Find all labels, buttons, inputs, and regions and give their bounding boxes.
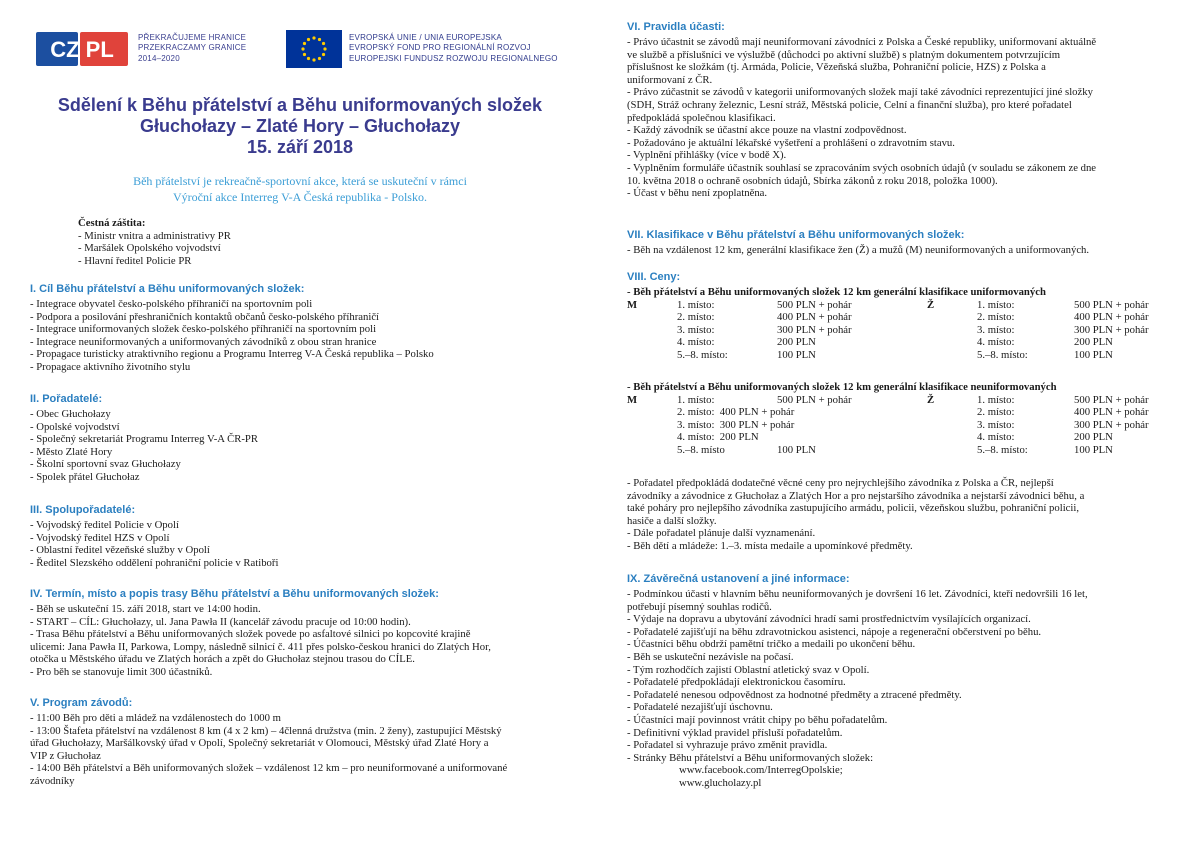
list-item: závodníky bbox=[30, 774, 75, 787]
list-item: - Tým rozhodčích zajistí Oblastní atletický svaz v Opolí. bbox=[627, 663, 870, 676]
list-item: (SDH, Stráž ochrany železnic, Lesní stráž, Městská policie, Celní a finanční služba), pro které pořadatel bbox=[627, 98, 1072, 111]
czpl-line: 2014–2020 bbox=[138, 53, 180, 63]
list-item: - Integrace uniformovaných složek česko-polského příhraničí na sportovním poli bbox=[30, 323, 377, 336]
eu-star bbox=[322, 53, 325, 56]
prize-value: 200 PLN bbox=[777, 336, 816, 349]
section-title: I. Cíl Běhu přátelství a Běhu uniformovaných složek: bbox=[30, 283, 305, 295]
eu-line: EVROPSKÁ UNIE / UNIA EUROPEJSKA bbox=[349, 33, 502, 42]
prize-value: 300 PLN + pohár bbox=[777, 323, 852, 336]
prize-value: 300 PLN + pohár bbox=[1074, 418, 1149, 431]
title-date: 15. září 2018 bbox=[246, 137, 354, 157]
section-title: VI. Pravidla účasti: bbox=[627, 21, 725, 33]
eu-star bbox=[307, 38, 310, 41]
place-label: 5.–8. místo: bbox=[977, 443, 1028, 456]
list-item: - Dále pořadatel plánuje další vyznamenání. bbox=[627, 527, 816, 540]
list-item: ulicemi: Jana Pawła II, Parkowa, Lompy, následně silnicí č. 411 přes polsko-českou hranici do Zlatých Hor, bbox=[30, 640, 491, 653]
list-item: otočka u Městského úřadu ve Zlatých horách a zpět do Głuchołaz stejnou trasou do CÍLE. bbox=[30, 653, 415, 666]
list-item: - Běh na vzdálenost 12 km, generální klasifikace žen (Ž) a mužů (M) neuniformovaných a uniformovaných. bbox=[627, 244, 1090, 256]
czpl-logo-text: CZ PL bbox=[50, 37, 114, 62]
section-title: VII. Klasifikace v Běhu přátelství a Běhu uniformovaných složek: bbox=[627, 229, 965, 241]
place-label: 5.–8. místo: bbox=[677, 348, 728, 361]
list-item: předpokládá společnou klasifikaci. bbox=[627, 111, 776, 124]
list-item: - Účastníci běhu obdrží pamětní tričko a medaili po ukončení běhu. bbox=[627, 638, 916, 651]
eu-flag-background bbox=[286, 30, 342, 68]
place-label: 4. místo: bbox=[977, 431, 1015, 444]
patronage-item: - Hlavní ředitel Policie PR bbox=[78, 254, 192, 267]
list-item: - Trasa Běhu přátelství a Běhu uniformovaných složek povede po asfaltové silnici po kopcovité krajině bbox=[30, 628, 471, 641]
list-item: - Společný sekretariát Programu Interreg V-A ČR-PR bbox=[30, 433, 258, 446]
prize-value: 500 PLN + pohár bbox=[777, 298, 852, 311]
list-item: - Školní sportovní svaz Głuchołazy bbox=[30, 458, 181, 471]
women-label: Ž bbox=[927, 393, 935, 406]
section-final-provisions bbox=[627, 573, 1088, 790]
place-label: 2. místo: 400 PLN + pohár bbox=[677, 406, 795, 419]
prize-value: 300 PLN + pohár bbox=[1074, 323, 1149, 336]
place-label: 4. místo: 200 PLN bbox=[677, 431, 759, 444]
section-title: IX. Závěrečná ustanovení a jiné informace: bbox=[627, 573, 850, 585]
website-link[interactable]: www.facebook.com/InterregOpolskie; bbox=[679, 764, 843, 777]
place-label: 3. místo: bbox=[977, 323, 1015, 336]
section-title: VIII. Ceny: bbox=[627, 271, 681, 283]
prize-table-heading-uniformed: - Běh přátelství a Běhu uniformovaných složek 12 km generální klasifikace uniformovaných bbox=[627, 286, 1046, 298]
prize-table-heading-nonuniformed: - Běh přátelství a Běhu uniformovaných složek 12 km generální klasifikace neuniformovaných bbox=[627, 381, 1057, 393]
list-item: - Spolek přátel Głuchołaz bbox=[30, 470, 140, 483]
list-item: VIP z Głuchołaz bbox=[30, 749, 101, 762]
list-item: - Pro běh se stanovuje limit 300 účastníků. bbox=[30, 665, 213, 678]
prize-value: 500 PLN + pohár bbox=[777, 393, 852, 406]
list-item: - Pořadatelé nenesou odpovědnost za hodnotné předměty a ztracené předměty. bbox=[627, 688, 962, 701]
list-item: - Obec Głuchołazy bbox=[30, 408, 111, 420]
list-item: - Právo zúčastnit se závodů v kategorii uniformovaných složek mají také závodníci reprezentující jiné složky bbox=[627, 86, 1093, 99]
document-title bbox=[0, 95, 600, 158]
eu-star bbox=[323, 47, 326, 50]
list-item: - Propagace turisticky atraktivního regionu a Programu Interreg V-A Česká republika – Polsko bbox=[30, 348, 434, 361]
place-label: 2. místo: bbox=[677, 311, 715, 324]
section-title: V. Program závodů: bbox=[30, 697, 133, 709]
list-item: - Město Zlaté Hory bbox=[30, 445, 113, 458]
list-item: ve službě a příslušníci ve výslužbě (důchodci po aktivní službě) s platným dokumentem potvrzujícím bbox=[627, 48, 1061, 61]
list-item: - Integrace obyvatel česko-polského příhraničí na sportovním poli bbox=[30, 298, 313, 310]
section-prize-notes bbox=[627, 477, 1084, 553]
eu-star bbox=[301, 47, 304, 50]
czpl-logo bbox=[36, 32, 128, 66]
list-item: závodníky a závodnice z Głuchołaz a Zlatých Hor a pro nejstaršího závodníka a nejstarší závodnici běhu, a bbox=[627, 489, 1085, 502]
intro-line: Výroční akce Interreg V-A Česká republika - Polsko. bbox=[173, 190, 427, 204]
place-label: 2. místo: bbox=[977, 406, 1015, 419]
list-item: - 11:00 Běh pro děti a mládež na vzdálenostech do 1000 m bbox=[30, 712, 281, 724]
patronage-item: - Maršálek Opolského vojvodství bbox=[78, 242, 221, 255]
place-label: 4. místo: bbox=[677, 336, 715, 349]
list-item: - Účast v běhu není zpoplatněna. bbox=[627, 187, 768, 200]
eu-star bbox=[318, 38, 321, 41]
place-label: 3. místo: bbox=[977, 418, 1015, 431]
section-date-route bbox=[30, 588, 491, 679]
section-goals bbox=[30, 283, 434, 374]
section-title: III. Spolupořadatelé: bbox=[30, 504, 136, 516]
intro-line: Běh přátelství je rekreačně-sportovní akce, která se uskuteční v rámci bbox=[133, 174, 467, 188]
list-item: - Pořadatelé předpokládají elektronickou časomíru. bbox=[627, 676, 846, 689]
list-item: - START – CÍL: Głuchołazy, ul. Jana Pawła II (kancelář závodu pracuje od 10:00 hodin). bbox=[30, 615, 411, 628]
section-prizes-nonuniformed bbox=[627, 381, 1187, 457]
prize-value: 400 PLN + pohár bbox=[1074, 311, 1149, 324]
list-item: - 14:00 Běh přátelství a Běh uniformovaných složek – vzdálenost 12 km – pro neuniformované a uniformované bbox=[30, 762, 508, 775]
prize-value: 200 PLN bbox=[1074, 336, 1113, 349]
place-label: 3. místo: bbox=[677, 323, 715, 336]
prize-value: 500 PLN + pohár bbox=[1074, 393, 1149, 406]
patronage-item: - Ministr vnitra a administrativy PR bbox=[78, 229, 231, 242]
prize-value: 200 PLN bbox=[1074, 431, 1113, 444]
prize-value: 100 PLN bbox=[1074, 443, 1113, 456]
men-label: M bbox=[627, 393, 638, 406]
list-item: - Propagace aktivního životního stylu bbox=[30, 360, 191, 373]
list-item: - Pořadatelé nezajišťují úschovnu. bbox=[627, 701, 773, 714]
eu-line: EVROPSKÝ FOND PRO REGIONÁLNÍ ROZVOJ bbox=[349, 43, 531, 53]
list-item: - Oblastní ředitel vězeňské služby v Opolí bbox=[30, 544, 210, 557]
eu-star bbox=[312, 58, 315, 61]
list-item: - Běh se uskuteční 15. září 2018, start ve 14:00 hodin. bbox=[30, 603, 261, 615]
place-label: 5.–8. místo bbox=[677, 443, 725, 456]
eu-star bbox=[303, 53, 306, 56]
list-item: příslušnost ke složkám (tj. Armáda, Policie, Vězeňská služba, Pohraniční policie, HZS) z Polska a bbox=[627, 61, 1046, 74]
list-item: - Právo účastnit se závodů mají neuniformovaní závodníci z Polska a České republiky, uniformovaní aktuálně bbox=[627, 36, 1097, 48]
list-item: - Běh se uskuteční nezávisle na počasí. bbox=[627, 650, 794, 663]
list-item: - Pořadatel předpokládá dodatečné věcné ceny pro nejrychlejšího závodníka z Polska a ČR, nejlepší bbox=[627, 477, 1054, 489]
section-coorganizers bbox=[30, 504, 278, 569]
list-item: - Vyplnění přihlášky (více v bodě X). bbox=[627, 149, 787, 162]
list-item: - Vojvodský ředitel HZS v Opolí bbox=[30, 531, 170, 544]
list-item: - Integrace neuniformovaných a uniformovaných závodníků z obou stran hranice bbox=[30, 335, 377, 348]
list-item: - Ředitel Slezského oddělení pohraniční policie v Ratiboři bbox=[30, 556, 279, 569]
place-label: 4. místo: bbox=[977, 336, 1015, 349]
list-item: - Definitivní výklad pravidel přísluší pořadatelům. bbox=[627, 726, 843, 739]
section-title: IV. Termín, místo a popis trasy Běhu přátelství a Běhu uniformovaných složek: bbox=[30, 588, 439, 600]
prize-value: 100 PLN bbox=[777, 348, 816, 361]
list-item: - Podpora a posilování přeshraničních kontaktů občanů česko-polského příhraničí bbox=[30, 310, 380, 323]
logo-bar bbox=[36, 30, 576, 70]
list-item: - Pořadatelé zajišťují na běhu zdravotnickou asistenci, nápoje a regenerační občerstvení po běhu. bbox=[627, 625, 1042, 638]
place-label: 1. místo: bbox=[977, 298, 1015, 311]
place-label: 2. místo: bbox=[977, 311, 1015, 324]
patronage-heading: Čestná záštita: bbox=[78, 217, 146, 229]
list-item: - Každý závodník se účastní akce pouze na vlastní zodpovědnost. bbox=[627, 124, 907, 137]
eu-star bbox=[303, 42, 306, 45]
eu-star bbox=[322, 42, 325, 45]
prize-table-nonuniformed bbox=[627, 394, 1187, 457]
prize-value: 400 PLN + pohár bbox=[1074, 406, 1149, 419]
list-item: - Podmínkou účasti v hlavním běhu neuniformovaných je dovršení 16 let. Závodníci, kteří nedovršili 16 let, bbox=[627, 588, 1088, 600]
list-item: uniformovaní z ČR. bbox=[627, 73, 713, 86]
men-label: M bbox=[627, 298, 638, 311]
eu-fund-text bbox=[349, 33, 558, 64]
place-label: 5.–8. místo: bbox=[977, 348, 1028, 361]
list-item: - Opolské vojvodství bbox=[30, 420, 120, 433]
prize-table-uniformed bbox=[627, 299, 1187, 362]
section-organizers bbox=[30, 393, 258, 484]
eu-star bbox=[318, 57, 321, 60]
women-label: Ž bbox=[927, 298, 935, 311]
section-title: II. Pořadatelé: bbox=[30, 393, 103, 405]
eu-flag-icon bbox=[286, 30, 342, 68]
title-line: Sdělení k Běhu přátelství a Běhu uniformovaných složek bbox=[57, 95, 543, 115]
prize-value: 100 PLN bbox=[1074, 348, 1113, 361]
patronage-block bbox=[78, 217, 231, 267]
czpl-line: PRZEKRACZAMY GRANICE bbox=[138, 43, 247, 53]
list-item: - Stránky Běhu přátelství a Běhu uniformovaných složek: bbox=[627, 751, 874, 764]
list-item: také poháry pro nejlepšího závodníka zastupujícího armádu, policii, vězeňskou službu, pohraniční policii, bbox=[627, 502, 1080, 515]
list-item: úřad Głuchołazy, Maršálkovský úřad v Opolí, Společný sekretariát v Olomouci, Městský úřad Zlaté Hory a bbox=[30, 737, 489, 750]
list-item: - Účastníci mají povinnost vrátit chipy po běhu pořadatelům. bbox=[627, 713, 888, 726]
eu-line: EUROPEJSKI FUNDUSZ ROZWOJU REGIONALNEGO bbox=[349, 53, 558, 63]
list-item: - 13:00 Štafeta přátelství na vzdálenost 8 km (4 x 2 km) – 4členná družstva (min. 2 ženy), zastupující Městský bbox=[30, 724, 502, 737]
list-item: - Požadováno je aktuální lékařské vyšetření a prohlášení o zdravotním stavu. bbox=[627, 136, 955, 149]
list-item: hasiče a další složky. bbox=[627, 514, 717, 527]
title-line: Głuchołazy – Zlaté Hory – Głuchołazy bbox=[139, 116, 461, 136]
place-label: 1. místo: bbox=[677, 298, 715, 311]
place-label: 1. místo: bbox=[977, 393, 1015, 406]
czpl-line: PŘEKRAČUJEME HRANICE bbox=[138, 33, 247, 42]
eu-star bbox=[307, 57, 310, 60]
list-item: - Pořadatel si vyhrazuje právo změnit pravidla. bbox=[627, 739, 828, 752]
prize-value: 500 PLN + pohár bbox=[1074, 298, 1149, 311]
prize-value: 400 PLN + pohár bbox=[777, 311, 852, 324]
prize-value: 100 PLN bbox=[777, 443, 816, 456]
list-item: - Běh dětí a mládeže: 1.–3. místa medaile a upomínkové předměty. bbox=[627, 539, 913, 552]
section-prizes bbox=[627, 271, 1187, 362]
section-rules bbox=[627, 21, 1096, 200]
place-label: 1. místo: bbox=[677, 393, 715, 406]
list-item: potřebují písemný souhlas rodičů. bbox=[627, 600, 772, 613]
czpl-program-text bbox=[138, 33, 246, 64]
place-label: 3. místo: 300 PLN + pohár bbox=[677, 418, 795, 431]
list-item: - Vojvodský ředitel Policie v Opolí bbox=[30, 519, 179, 531]
section-classification bbox=[627, 229, 1089, 257]
website-link[interactable]: www.glucholazy.pl bbox=[679, 776, 762, 789]
list-item: - Vyplněním formuláře účastník souhlasí se zpracováním svých osobních údajů (v souladu se zákonem ze dne bbox=[627, 161, 1097, 174]
section-program bbox=[30, 697, 507, 788]
eu-star bbox=[312, 36, 315, 39]
intro-text bbox=[0, 173, 600, 205]
list-item: 10. května 2018 o ochraně osobních údajů, Sbírka zákonů z roku 2018, položka 1000). bbox=[627, 174, 998, 187]
list-item: - Výdaje na dopravu a ubytování závodníci hradí sami prostřednictvím vysílajících organizací. bbox=[627, 613, 1031, 626]
